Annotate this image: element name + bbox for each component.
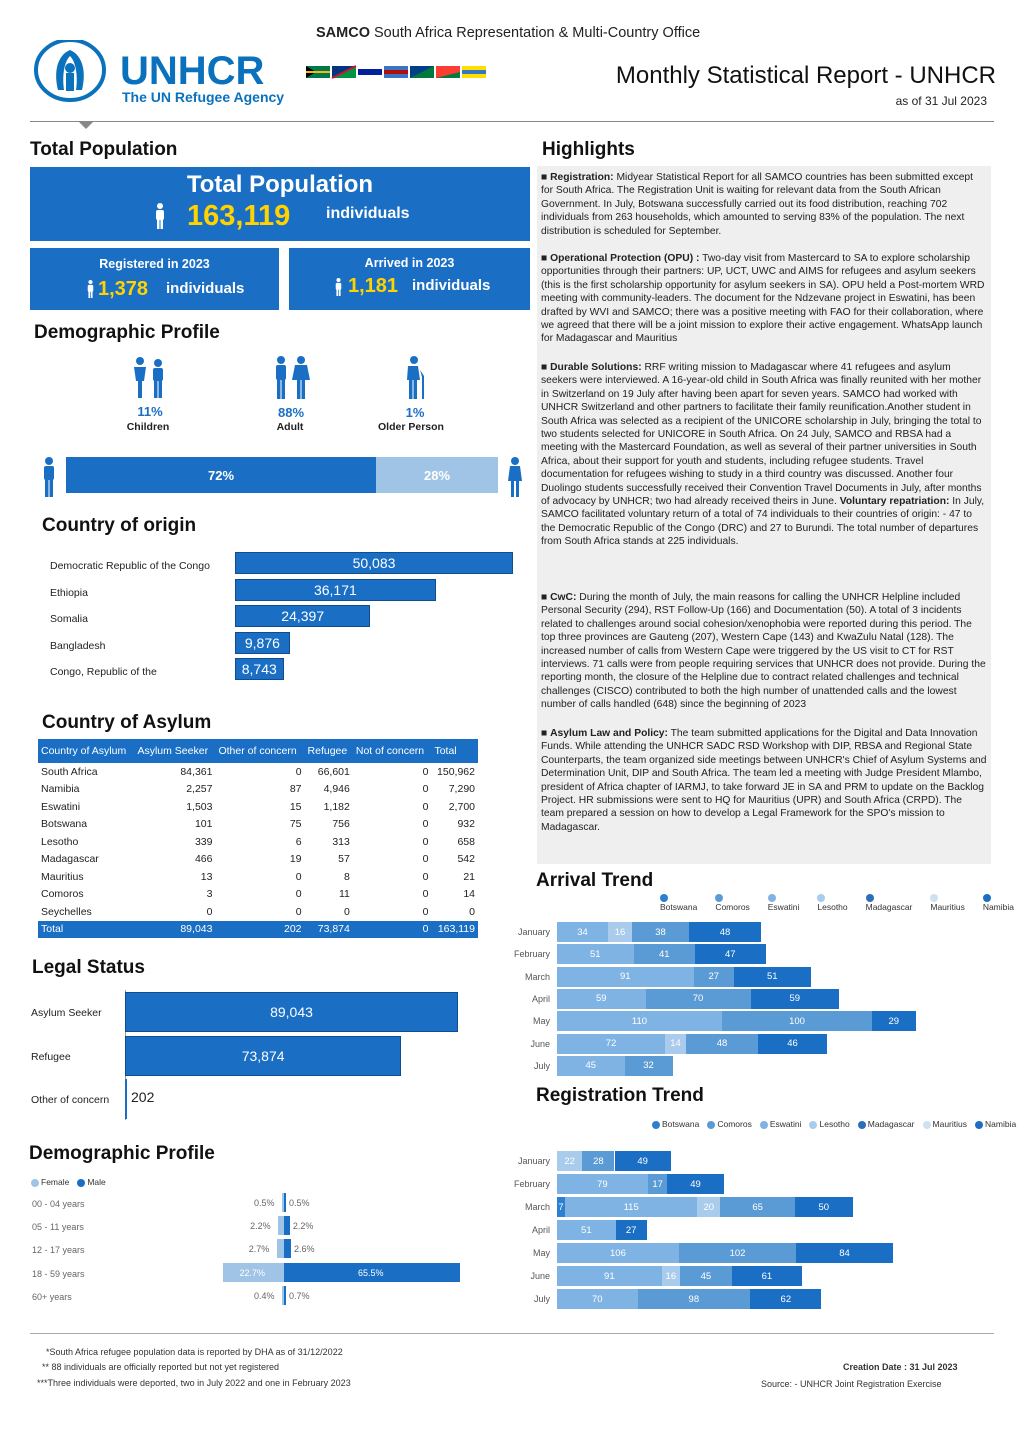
legend-dot <box>930 894 938 902</box>
legend-female: Female <box>41 1177 70 1187</box>
male-bar: 72% <box>66 457 376 493</box>
month-label: February <box>513 949 550 960</box>
table-cell: 66,601 <box>317 765 350 778</box>
legend-dot <box>975 1121 983 1129</box>
month-label: June <box>530 1271 550 1281</box>
report-date: as of 31 Jul 2023 <box>895 94 987 108</box>
trend-segment: 50 <box>795 1197 853 1217</box>
trend-segment: 27 <box>616 1220 647 1240</box>
trend-segment: 106 <box>557 1243 679 1263</box>
month-label: April <box>531 1225 550 1235</box>
person-icon <box>154 203 166 234</box>
highlight-durable-solutions: ■ Durable Solutions: RRF writing mission to Madagascar where 41 refugees and asylum seekers were interviewed. A 16-year-old child in South Africa was finally reunited with her mother in Switzerland on 19 July after having been apart for seven years. SAMCO had worked with UNHCR Switzerland and other partners to facilitate their family reunification.Another student in South Africa was selected as a recipient of the UNICORE scholarship in July, bringing the total to two students selected for UNICORE in South Africa. On 24 July, SAMCO and RBSA had a meeting with the Mastercard Foundation, as well as several of their partner universities in South Africa, about their support for youth and students, including refugee students. Travel documentation for refugees wishing to study in a third country was discussed. Another four Duolingo students successfully received their Convention Travel Documents in July, after months of advocacy by UNHCR; two had already received theirs in June. Voluntary repatriation: In July, SAMCO facilitated voluntary return of a total of 74 individuals to their countries of origin: - 47 to the Democratic Republic of the Congo (DRC) and 27 to Burundi. The total number of departures from South Africa stands at 225 individuals. <box>541 362 985 548</box>
highlight-protection: ■ Operational Protection (OPU) : Two-day visit from Mastercard to SA to explore scholarship opportunities through their partners: UP, UCT, UWC and AIMS for refugees and asylum seekers (this is the first scholarship opportunity for asylum seekers in SA). OPU held a Post-mortem WRD meeting with community-leaders. The document for the Ndzevane project in Eswatini, has been drafted by WVI and SAMCO; there was a positive meeting with FAO for their collaboration, where we agreed that there will be a joint mission to explore their active engagement. WhatsApp launch for Madagascar and Mauritius <box>541 253 985 345</box>
demographic-profile-title: Demographic Profile <box>34 322 220 343</box>
trend-segment: 48 <box>686 1034 758 1054</box>
highlight-registration: ■ Registration: Midyear Statistical Report for all SAMCO countries has been submitted except for South Africa. The Registration Unit is waiting for relevant data from the South African Government. In July, Botswana successfully carried out its food distribution, reaching 702 individuals from 263 households, which amounted to serving 83% of the population. The next distribution is scheduled for September. <box>541 172 974 237</box>
svg-text:The UN Refugee Agency: The UN Refugee Agency <box>122 89 285 105</box>
registered-value: 1,378 <box>98 278 149 300</box>
legend-dot <box>760 1121 768 1129</box>
person-icon <box>86 280 95 303</box>
legend-dot <box>809 1121 817 1129</box>
legend-label: Eswatini <box>767 902 800 912</box>
table-cell: 2,700 <box>448 800 475 813</box>
legend-dot <box>652 1121 660 1129</box>
unhcr-logo <box>34 40 494 112</box>
source-note: Source: - UNHCR Joint Registration Exercise <box>761 1379 942 1389</box>
legend-label: Namibia <box>985 1119 1017 1129</box>
table-cell: 87 <box>289 783 302 796</box>
footnote-3: ***Three individuals were deported, two in July 2022 and one in February 2023 <box>37 1378 351 1388</box>
arrival-legend <box>660 892 1024 912</box>
pyramid-title: Demographic Profile <box>29 1143 215 1164</box>
month-label: March <box>524 1202 550 1212</box>
highlights-title: Highlights <box>542 139 635 160</box>
table-cell: 4,946 <box>323 783 350 796</box>
table-cell: 0 <box>344 905 350 918</box>
table-cell: 0 <box>469 905 475 918</box>
trend-segment: 70 <box>646 989 751 1009</box>
trend-segment: 16 <box>608 922 632 942</box>
legend-label: Mauritius <box>930 902 965 912</box>
pyramid-female-value: 0.5% <box>254 1198 275 1208</box>
pyramid-female-value: 2.2% <box>250 1221 271 1232</box>
older-label: Older Person <box>378 421 444 433</box>
col-refugee: Refugee <box>305 739 353 763</box>
origin-bar: 50,083 <box>235 552 513 574</box>
table-cell: 0 <box>295 765 302 778</box>
registration-trend-title: Registration Trend <box>536 1085 704 1106</box>
female-icon <box>508 457 522 502</box>
col-country: Country of Asylum <box>38 739 134 763</box>
origin-bar: 24,397 <box>235 605 370 627</box>
legend-item <box>707 1119 751 1129</box>
table-cell: 339 <box>194 835 213 848</box>
table-cell: 0 <box>295 888 302 901</box>
table-cell: 73,874 <box>305 921 353 939</box>
legal-label: Refugee <box>31 1050 71 1063</box>
trend-segment: 110 <box>557 1011 722 1031</box>
pyramid-female-value: 2.7% <box>248 1244 270 1255</box>
registered-label: Registered in 2023 <box>99 257 210 271</box>
legend-item <box>809 1119 849 1129</box>
table-cell: 21 <box>463 870 475 883</box>
legend-item <box>930 892 974 912</box>
asylum-total-row <box>38 921 478 939</box>
origin-bar: 9,876 <box>235 632 290 654</box>
table-cell: 1,503 <box>186 800 213 813</box>
table-cell: 2,257 <box>186 783 213 796</box>
legend-label: Lesotho <box>817 902 848 912</box>
legend-item <box>652 1119 699 1129</box>
origin-bar: 8,743 <box>235 658 284 680</box>
trend-segment: 47 <box>695 944 766 964</box>
pyramid-legend <box>31 1177 106 1187</box>
legend-label: Namibia <box>982 902 1014 912</box>
male-dot <box>77 1179 85 1187</box>
legend-item <box>975 1119 1016 1129</box>
arrived-value: 1,181 <box>348 275 399 297</box>
table-row <box>38 781 478 799</box>
table-cell: Botswana <box>41 818 88 831</box>
arrival-trend-title: Arrival Trend <box>536 870 654 891</box>
person-icon <box>334 278 343 301</box>
legend-item <box>858 1119 915 1129</box>
table-cell: 0 <box>422 783 429 796</box>
trend-segment: 91 <box>557 967 694 987</box>
trend-segment: 29 <box>872 1011 916 1031</box>
table-row <box>38 816 478 834</box>
table-row <box>38 886 478 904</box>
legend-label: Botswana <box>662 1119 700 1129</box>
trend-segment: 16 <box>662 1266 680 1286</box>
asylum-table-header <box>38 739 478 763</box>
highlight-asylum-law: ■ Asylum Law and Policy: The team submitted applications for the Digital and Data Innovation Funds. While attending the UNHCR SADC RSD Workshop with DIP, RBSA and Regional State Counterparts, the team organized side meetings between UNHCR's Chief of Asylum Systems and Determination Unit, DIP and South Africa. The team led a meeting with Judge President Mlambo, president of Africa chapter of IARMJ, to take forward JE in SA and PRM to update on the Backlog Project. HR submissions were sent to HQ for Mauritius (UPR) and South Africa (CRPD). The team prepared a session on how to develop a Legal Framework for the SPO's mission to Madagascar. <box>541 728 987 833</box>
pyramid-age-label: 18 - 59 years <box>32 1268 85 1279</box>
registered-unit: individuals <box>166 280 245 297</box>
legend-label: Eswatini <box>769 1119 802 1129</box>
trend-segment: 38 <box>632 922 689 942</box>
trend-segment: 61 <box>732 1266 802 1286</box>
legend-dot <box>707 1121 715 1129</box>
older-pct: 1% <box>405 405 425 420</box>
pyramid-male-value: 2.6% <box>293 1244 315 1255</box>
origin-label: Democratic Republic of the Congo <box>50 560 210 572</box>
table-cell: 0 <box>206 905 213 918</box>
col-asylum-seeker: Asylum Seeker <box>134 739 215 763</box>
trend-segment: 51 <box>734 967 811 987</box>
pyramid-age-label: 60+ years <box>32 1291 72 1302</box>
table-row <box>38 763 478 781</box>
table-cell: 84,361 <box>180 765 213 778</box>
month-label: July <box>533 1060 550 1071</box>
legend-item <box>660 892 707 912</box>
legend-dot <box>923 1121 931 1129</box>
arrived-unit: individuals <box>412 277 491 294</box>
origin-label: Bangladesh <box>50 639 106 652</box>
legend-male: Male <box>87 1177 106 1187</box>
table-cell: 14 <box>463 888 475 901</box>
footnote-1: *South Africa refugee population data is reported by DHA as of 31/12/2022 <box>46 1347 343 1357</box>
pyramid-male-bar <box>284 1286 286 1305</box>
table-cell: 0 <box>422 818 429 831</box>
pyramid-male-value: 0.5% <box>289 1198 310 1208</box>
pyramid-male-bar <box>284 1239 291 1258</box>
trend-segment: 115 <box>565 1197 697 1217</box>
table-cell: 0 <box>295 905 302 918</box>
origin-bar: 36,171 <box>235 579 436 601</box>
table-cell: 313 <box>332 835 350 848</box>
older-person-icon <box>402 356 430 405</box>
table-cell: Comoros <box>41 888 84 901</box>
table-cell: 8 <box>344 870 350 883</box>
table-cell: 202 <box>215 921 304 939</box>
trend-segment: 70 <box>557 1289 638 1309</box>
legend-label: Madagascar <box>867 1119 915 1129</box>
month-label: July <box>533 1294 550 1304</box>
table-cell: 0 <box>295 870 302 883</box>
legend-dot <box>660 894 668 902</box>
table-cell: 1,182 <box>323 800 350 813</box>
children-icon <box>130 356 168 405</box>
table-cell: 0 <box>422 765 429 778</box>
table-cell: 15 <box>289 800 302 813</box>
children-pct: 11% <box>137 404 163 419</box>
pyramid-age-label: 12 - 17 years <box>32 1245 85 1256</box>
adult-label: Adult <box>276 421 304 433</box>
table-cell: Namibia <box>41 783 80 796</box>
col-other-of-concern: Other of concern <box>215 739 304 763</box>
table-cell: Eswatini <box>41 800 81 813</box>
trend-segment: 34 <box>557 922 608 942</box>
table-cell: 0 <box>353 921 432 939</box>
pyramid-male-value: 2.2% <box>292 1221 314 1232</box>
month-label: May <box>532 1248 550 1258</box>
legal-bar-value: 202 <box>131 1089 155 1105</box>
table-cell: 101 <box>194 818 213 831</box>
trend-segment: 79 <box>557 1174 648 1194</box>
legal-label: Other of concern <box>31 1094 110 1106</box>
table-cell: 658 <box>457 835 475 848</box>
registered-box <box>30 248 279 310</box>
total-population-value: 163,119 <box>187 200 291 232</box>
month-label: January <box>517 927 550 937</box>
header-divider <box>30 121 994 122</box>
origin-label: Congo, Republic of the <box>50 666 157 678</box>
total-population-box <box>30 167 530 241</box>
trend-segment: 84 <box>796 1243 893 1263</box>
creation-date: Creation Date : 31 Jul 2023 <box>843 1362 958 1372</box>
trend-segment: 45 <box>557 1056 625 1076</box>
table-cell: 0 <box>422 853 429 866</box>
pyramid-male-value: 65.5% <box>358 1267 384 1278</box>
legal-bar: 89,043 <box>125 992 458 1032</box>
trend-segment: 102 <box>679 1243 796 1263</box>
legend-label: Mauritius <box>932 1119 967 1129</box>
trend-segment: 20 <box>697 1197 720 1217</box>
trend-segment: 51 <box>557 944 634 964</box>
trend-segment: 41 <box>634 944 696 964</box>
month-label: May <box>532 1016 550 1027</box>
header-notch <box>78 121 94 129</box>
pyramid-age-label: 05 - 11 years <box>32 1222 84 1233</box>
trend-segment: 7 <box>557 1197 565 1217</box>
table-cell: 0 <box>422 888 429 901</box>
table-row <box>38 798 478 816</box>
table-cell: Mauritius <box>41 870 84 883</box>
month-label: March <box>524 971 550 982</box>
table-cell: Madagascar <box>41 853 99 866</box>
table-cell: 542 <box>457 853 475 866</box>
trend-segment: 59 <box>751 989 840 1009</box>
male-icon <box>42 457 56 502</box>
report-title: Monthly Statistical Report - UNHCR <box>615 62 996 89</box>
month-label: April <box>531 993 550 1004</box>
month-label: January <box>517 1156 550 1166</box>
trend-segment: 46 <box>758 1034 827 1054</box>
pyramid-male-value: 0.7% <box>289 1290 310 1301</box>
table-cell: 75 <box>289 818 302 831</box>
table-cell: 163,119 <box>431 921 478 939</box>
trend-segment: 65 <box>720 1197 795 1217</box>
total-population-box-title: Total Population <box>186 171 374 198</box>
col-total: Total <box>431 739 478 763</box>
adult-pct: 88% <box>277 405 305 420</box>
trend-segment: 17 <box>648 1174 668 1194</box>
pyramid-male-bar <box>284 1193 286 1212</box>
legal-bar: 73,874 <box>125 1036 401 1076</box>
legend-label: Lesotho <box>819 1119 850 1129</box>
table-row <box>38 903 478 921</box>
legend-dot <box>866 894 874 902</box>
origin-label: Somalia <box>50 613 88 625</box>
pyramid-female-bar <box>277 1239 284 1258</box>
table-cell: 19 <box>289 853 302 866</box>
table-cell: 0 <box>422 800 429 813</box>
female-dot <box>31 1179 39 1187</box>
legend-item <box>923 1119 967 1129</box>
legend-dot <box>858 1121 866 1129</box>
pyramid-age-label: 00 - 04 years <box>32 1199 85 1209</box>
adult-icon <box>272 356 312 405</box>
legend-label: Comoros <box>715 902 750 912</box>
table-row <box>38 851 478 869</box>
trend-segment: 49 <box>667 1174 723 1194</box>
footnote-2: ** 88 individuals are officially reported but not yet registered <box>42 1362 279 1372</box>
pyramid-male-bar <box>284 1216 290 1235</box>
trend-segment: 51 <box>557 1220 616 1240</box>
pyramid-female-value: 22.7% <box>239 1267 266 1278</box>
table-cell: 932 <box>457 818 475 831</box>
trend-segment: 22 <box>557 1151 582 1171</box>
table-cell: 0 <box>422 835 429 848</box>
trend-segment: 98 <box>638 1289 751 1309</box>
table-cell: 13 <box>200 870 213 883</box>
legend-item <box>866 892 923 912</box>
registration-legend <box>652 1119 1016 1129</box>
country-of-origin-title: Country of origin <box>42 515 197 536</box>
month-label: June <box>530 1038 550 1049</box>
table-cell: 3 <box>206 888 213 901</box>
legal-status-title: Legal Status <box>32 957 145 978</box>
office-name: SAMCO South Africa Representation & Multi-Country Office <box>316 25 701 41</box>
month-label: February <box>513 1179 550 1189</box>
total-population-unit: individuals <box>326 205 410 222</box>
legend-item <box>715 892 759 912</box>
legal-label: Asylum Seeker <box>31 1007 102 1019</box>
legend-dot <box>715 894 723 902</box>
legend-item <box>768 892 810 912</box>
table-row <box>38 868 478 886</box>
table-cell: 0 <box>422 870 429 883</box>
legend-label: Comoros <box>717 1119 752 1129</box>
legend-label: Madagascar <box>865 902 913 912</box>
trend-segment: 32 <box>625 1056 673 1076</box>
table-row <box>38 833 478 851</box>
table-cell: Seychelles <box>41 905 92 918</box>
arrived-label: Arrived in 2023 <box>364 256 455 270</box>
trend-segment: 45 <box>680 1266 732 1286</box>
origin-label: Ethiopia <box>50 586 88 599</box>
total-population-title: Total Population <box>30 139 178 160</box>
country-of-asylum-title: Country of Asylum <box>42 712 212 733</box>
svg-text:UNHCR: UNHCR <box>120 49 265 93</box>
legend-dot <box>983 894 991 902</box>
table-cell: 57 <box>338 853 350 866</box>
table-cell: Lesotho <box>41 835 79 848</box>
trend-segment: 72 <box>557 1034 665 1054</box>
trend-segment: 49 <box>615 1151 671 1171</box>
trend-segment: 14 <box>665 1034 686 1054</box>
table-cell: 11 <box>338 888 350 901</box>
legend-dot <box>817 894 825 902</box>
female-bar: 28% <box>376 457 498 493</box>
legend-item <box>760 1119 802 1129</box>
table-cell: 150,962 <box>437 765 475 778</box>
col-not-of-concern: Not of concern <box>353 739 432 763</box>
trend-segment: 100 <box>722 1011 872 1031</box>
table-cell: 89,043 <box>134 921 215 939</box>
trend-segment: 59 <box>557 989 646 1009</box>
trend-segment: 48 <box>689 922 761 942</box>
trend-segment: 62 <box>750 1289 821 1309</box>
legend-label: Botswana <box>660 902 698 912</box>
children-label: Children <box>126 421 170 433</box>
table-cell: Total <box>38 921 134 939</box>
table-cell: 7,290 <box>448 783 475 796</box>
table-cell: 0 <box>422 905 429 918</box>
legal-bar <box>125 1079 127 1119</box>
trend-segment: 27 <box>694 967 735 987</box>
legend-item <box>983 892 1024 912</box>
legend-dot <box>768 894 776 902</box>
arrived-box <box>289 248 530 310</box>
asylum-table <box>38 739 478 938</box>
footer-divider <box>30 1333 994 1334</box>
trend-segment: 91 <box>557 1266 662 1286</box>
table-cell: 6 <box>295 835 302 848</box>
pyramid-female-value: 0.4% <box>254 1290 275 1301</box>
legend-item <box>817 892 857 912</box>
table-cell: South Africa <box>41 765 98 778</box>
trend-segment: 28 <box>582 1151 614 1171</box>
table-cell: 466 <box>194 853 213 866</box>
highlight-cwc: ■ CwC: During the month of July, the main reasons for calling the UNHCR Helpline included Personal Security (294), RST Follow-Up (166) and Documentation (50). A total of 3 incidents related to challenges around social cohesion/xenophobia were reported during this period. The top three provinces are Gauteng (207), Western Cape (143) and KwaZulu Natal (128). The increased number of calls from Western Cape were triggered by the US visit to CT for RST interviews. 71 calls were from people requiring services that UNHCR does not provide. During the reporting month, the closure of the Helpline due to contract related challenges and technical challenges (CISCO) contributed to both the high number of unattended calls and the lowest number of calls handled (648) since the beginning of 2023 <box>541 592 986 711</box>
table-cell: 756 <box>332 818 350 831</box>
